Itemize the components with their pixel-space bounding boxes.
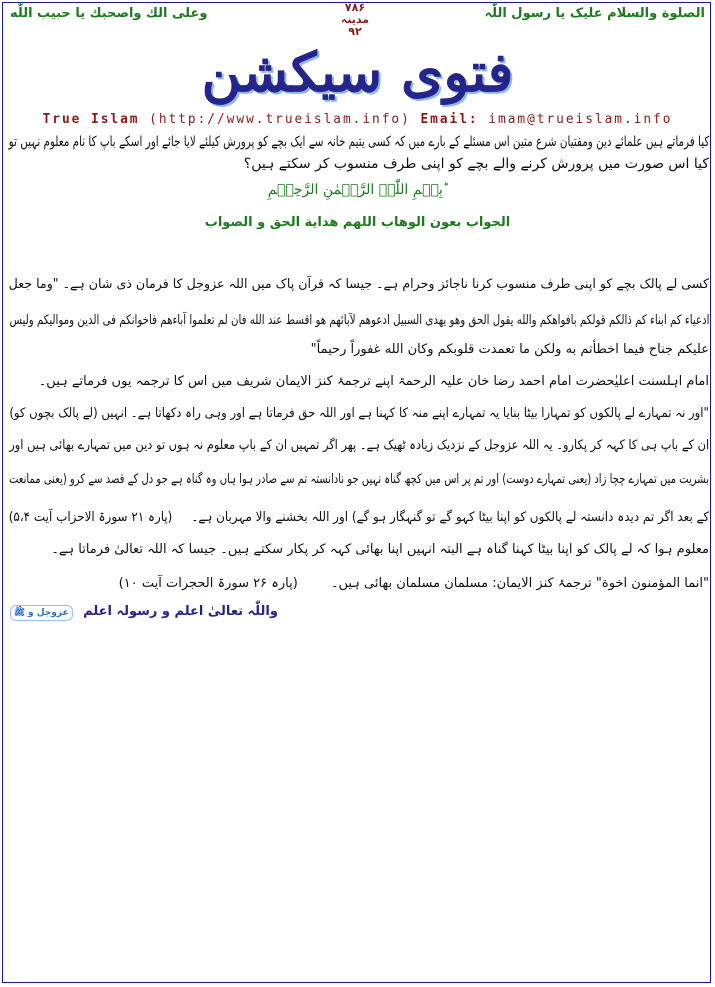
- bismillah: بِسۡمِ اللّٰہِ الرَّحۡمٰنِ الرَّحِیۡمِ ؕ: [267, 182, 448, 198]
- site-label: True Islam: [42, 112, 140, 127]
- question-line-2: کیا اس صورت میں پرورش کرنے والے بچے کو اپنی طرف منسوب کر سکتے ہیں؟: [243, 156, 709, 172]
- salutation-right: الصلوة والسلام علیک یا رسول اللّٰہ: [484, 6, 705, 21]
- answer-line-10-text: "انما المؤمنون اخوة" ترجمۂ کنز الایمان: مسلمان مسلمان بھائی ہیں۔: [330, 576, 709, 591]
- answer-line-1: کسی لے پالک بچے کو اپنی طرف منسوب کرنا ناجائز وحرام ہے۔ جیسا کہ قرآن پاک میں اللہ عزوجل کا فرمان ذی شان ہے۔ "وما جعل: [8, 277, 709, 292]
- header-code: [320, 2, 390, 38]
- quran-reference-1: (پارہ ۲۱ سورۃ الاحزاب آیت ۵،۴): [8, 510, 173, 525]
- salutation-left: وعلى الك واصحبك يا حبيب اللّٰه: [10, 6, 208, 21]
- answer-line-4: امام اہلسنت اعلیٰحضرت امام احمد رضا خان علیہ الرحمۃ اپنے ترجمۂ کنز الایمان شریف میں اس کا ترجمہ یوں فرماتے ہیں۔: [38, 374, 709, 389]
- quran-reference-2: (پارہ ۲۶ سورۃ الحجرات آیت ۱۰): [118, 576, 298, 591]
- answer-line-8: [8, 510, 709, 525]
- answer-line-10: [119, 576, 709, 591]
- closing-line: [10, 604, 278, 621]
- email-link[interactable]: imam@trueislam.info: [488, 112, 673, 127]
- code-madina: مدینہ: [340, 13, 370, 26]
- site-url[interactable]: (http://www.trueislam.info): [149, 112, 411, 127]
- answer-line-8-text: کے بعد اگر تم دیدہ دانستہ لے پالکوں کو اپنا بیٹا کہو گے تو گنہگار ہو گے) اور اللہ بخشنے والا مہربان ہے۔: [191, 510, 709, 525]
- answer-heading: الجواب بعون الوهاب اللهم هداية الحق و الصواب: [204, 215, 511, 230]
- contact-line: [5, 112, 710, 127]
- question-line-1: کیا فرماتے ہیں علمائے دین ومفتیان شرع متین اس مسئلے کے بارے میں کہ کسی یتیم خانہ سے ایک بچے کو پرورش کیلئے لایا جائے اور اسکے باپ کا نام معلوم نہیں تو: [8, 134, 709, 150]
- code-92: ۹۲: [348, 25, 362, 38]
- code-786: ۷۸۶: [344, 1, 366, 14]
- honorific-badge: عزوجل و ﷺ: [10, 605, 73, 621]
- answer-line-7: بشریت میں تمہارے چچا زاد (یعنی تمہارے دوست) اور تم پر اس میں کچھ گناہ نہیں جو نادانستہ تم سے صادر ہوا ہاں وہ گناہ ہے جو دل کے قصد سے کرو (یعنی ممانعت: [8, 472, 709, 487]
- email-label: Email:: [420, 112, 479, 127]
- answer-line-5: "اور نہ تمہارے لے پالکوں کو تمہارا بیٹا بنایا یہ تمہارے اپنے منہ کا کہنا ہے اور اللہ حق فرماتا ہے اور وہی راہ دکھاتا ہے۔ انہیں (لے پالک بچوں کو): [9, 406, 709, 421]
- answer-line-9: معلوم ہوا کہ لے پالک کو اپنا بیٹا کہنا گناہ ہے البتہ انہیں اپنا بھائی کہہ کر پکار سکتے ہیں۔ جیسا کہ اللہ تعالیٰ فرماتا ہے۔: [51, 542, 709, 557]
- answer-line-3: عليكم جناح فيما اخطأتم به ولكن ما تعمدت قلوبكم وكان الله غفوراً رحيماً": [310, 342, 709, 357]
- answer-line-2: ادعياء كم ابناء كم ذالكم قولكم بافواهكم والله يقول الحق وهو يهدی السبيل ادعوهم لآبائهم هو اقسط عند الله فان لم تعلموا آباءهم فاخوانكم فی الدين ومواليكم وليس: [9, 313, 709, 328]
- answer-line-6: ان کے باپ ہی کا کہہ کر پکارو۔ یہ اللہ عزوجل کے نزدیک زیادہ ٹھیک ہے۔ پھر اگر تمہیں ان کے باپ معلوم نہ ہوں تو دین میں تمہارے بھائی ہیں اور: [9, 438, 709, 453]
- closing-text: واللّٰہ تعالیٰ اعلم و رسولہ اعلم: [83, 604, 278, 619]
- page-title: فتوی سیکشن: [201, 40, 514, 104]
